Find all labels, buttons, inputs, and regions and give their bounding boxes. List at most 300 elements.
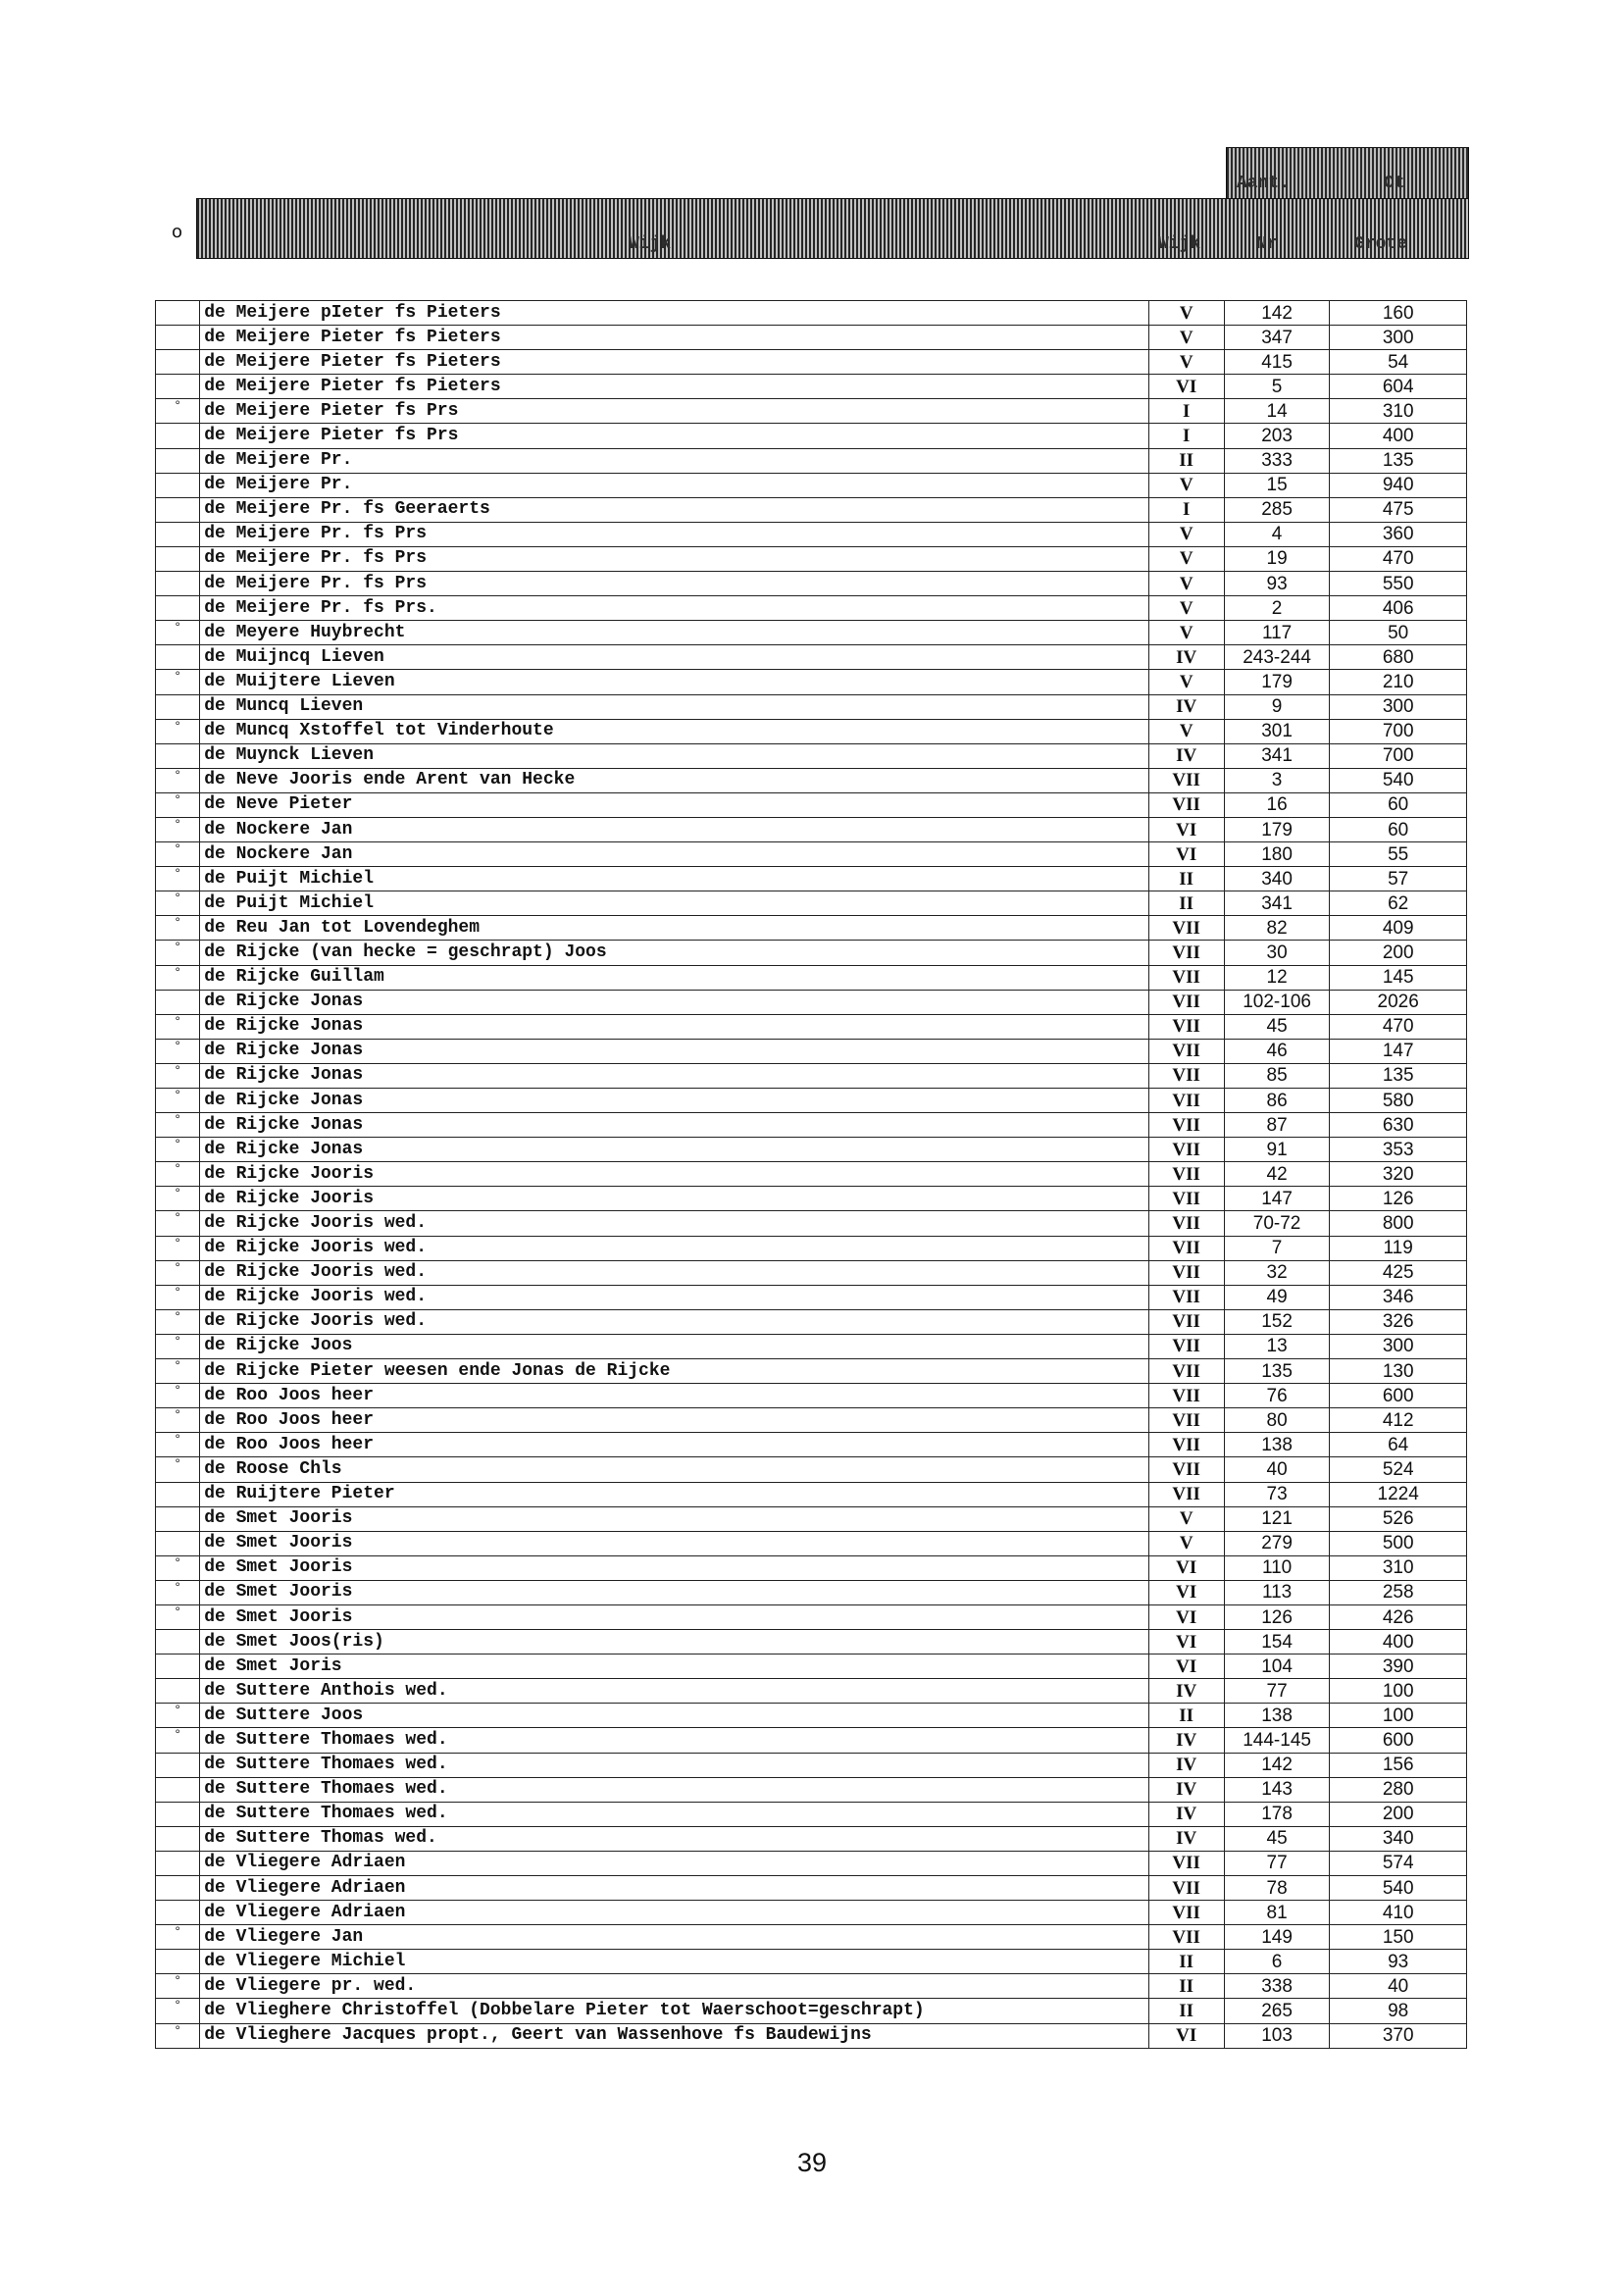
header-top-band <box>1226 147 1469 200</box>
row-name: de Roo Joos heer <box>200 1384 1148 1408</box>
row-value: 93 <box>1330 1950 1467 1974</box>
row-value: 300 <box>1330 1334 1467 1358</box>
row-name: de Rijcke Jooris wed. <box>200 1309 1148 1334</box>
row-value: 940 <box>1330 473 1467 497</box>
row-number: 91 <box>1224 1138 1329 1162</box>
table-row <box>156 301 1467 326</box>
row-wijk: VII <box>1148 916 1224 941</box>
row-wijk: VII <box>1148 1309 1224 1334</box>
row-wijk: VII <box>1148 1138 1224 1162</box>
table-row <box>156 1876 1467 1901</box>
row-name: de Rijcke Pieter weesen ende Jonas de Rijcke <box>200 1359 1148 1384</box>
header-col-vol: Wijk <box>1158 234 1201 254</box>
row-marker <box>156 301 200 326</box>
row-number: 117 <box>1224 621 1329 645</box>
row-value: 406 <box>1330 596 1467 621</box>
row-number: 347 <box>1224 326 1329 350</box>
row-wijk: VII <box>1148 1211 1224 1236</box>
table-row <box>156 1014 1467 1039</box>
row-number: 2 <box>1224 596 1329 621</box>
row-name: de Meijere Pieter fs Prs <box>200 424 1148 448</box>
table-row <box>156 1384 1467 1408</box>
row-wijk: VII <box>1148 1851 1224 1875</box>
table-row <box>156 1506 1467 1531</box>
row-name: de Suttere Thomaes wed. <box>200 1802 1148 1826</box>
row-value: 57 <box>1330 867 1467 891</box>
row-wijk: V <box>1148 1506 1224 1531</box>
table-row <box>156 399 1467 424</box>
row-marker <box>156 497 200 522</box>
row-number: 86 <box>1224 1089 1329 1113</box>
row-value: 500 <box>1330 1531 1467 1555</box>
row-marker <box>156 1506 200 1531</box>
row-marker <box>156 694 200 719</box>
table-row <box>156 1999 1467 2023</box>
row-value: 160 <box>1330 301 1467 326</box>
row-wijk: II <box>1148 891 1224 916</box>
row-marker: ° <box>156 719 200 743</box>
table-row <box>156 1925 1467 1950</box>
row-marker <box>156 1901 200 1925</box>
row-value: 156 <box>1330 1753 1467 1777</box>
row-number: 338 <box>1224 1974 1329 1999</box>
row-marker <box>156 990 200 1014</box>
header-main-band <box>196 198 1469 259</box>
row-name: de Meijere Pieter fs Pieters <box>200 375 1148 399</box>
row-name: de Muncq Lieven <box>200 694 1148 719</box>
row-value: 320 <box>1330 1162 1467 1187</box>
row-marker <box>156 1950 200 1974</box>
row-wijk: VII <box>1148 1457 1224 1482</box>
row-marker <box>156 1531 200 1555</box>
table-row <box>156 719 1467 743</box>
row-value: 119 <box>1330 1236 1467 1260</box>
row-marker <box>156 743 200 768</box>
row-marker: ° <box>156 670 200 694</box>
row-value: 258 <box>1330 1580 1467 1604</box>
row-marker: ° <box>156 1138 200 1162</box>
row-value: 470 <box>1330 1014 1467 1039</box>
table-row <box>156 1851 1467 1875</box>
header-col-name: Wijk <box>629 234 672 254</box>
row-marker: ° <box>156 1359 200 1384</box>
row-number: 45 <box>1224 1014 1329 1039</box>
table-row <box>156 1679 1467 1704</box>
row-marker: ° <box>156 1384 200 1408</box>
table-row <box>156 350 1467 375</box>
row-wijk: II <box>1148 867 1224 891</box>
row-number: 42 <box>1224 1162 1329 1187</box>
register-table <box>155 300 1467 2049</box>
row-number: 76 <box>1224 1384 1329 1408</box>
table-row <box>156 941 1467 965</box>
row-wijk: VII <box>1148 768 1224 792</box>
row-marker <box>156 1851 200 1875</box>
row-wijk: VII <box>1148 941 1224 965</box>
row-wijk: II <box>1148 1974 1224 1999</box>
row-wijk: VII <box>1148 1039 1224 1063</box>
row-value: 475 <box>1330 497 1467 522</box>
row-name: de Meijere pIeter fs Pieters <box>200 301 1148 326</box>
row-wijk: V <box>1148 522 1224 546</box>
row-marker: ° <box>156 1260 200 1285</box>
row-number: 7 <box>1224 1236 1329 1260</box>
row-number: 77 <box>1224 1851 1329 1875</box>
row-wijk: VII <box>1148 1236 1224 1260</box>
row-name: de Smet Joris <box>200 1655 1148 1679</box>
row-number: 142 <box>1224 1753 1329 1777</box>
row-value: 409 <box>1330 916 1467 941</box>
row-value: 353 <box>1330 1138 1467 1162</box>
table-row <box>156 1236 1467 1260</box>
row-marker <box>156 1777 200 1802</box>
row-value: 147 <box>1330 1039 1467 1063</box>
table-row <box>156 1187 1467 1211</box>
row-wijk: VII <box>1148 1014 1224 1039</box>
row-number: 154 <box>1224 1630 1329 1655</box>
row-number: 203 <box>1224 424 1329 448</box>
row-name: de Rijcke (van hecke = geschrapt) Joos <box>200 941 1148 965</box>
row-name: de Meijere Pr. fs Geeraerts <box>200 497 1148 522</box>
row-number: 103 <box>1224 2023 1329 2048</box>
row-marker <box>156 1876 200 1901</box>
row-marker: ° <box>156 1014 200 1039</box>
row-value: 346 <box>1330 1285 1467 1309</box>
row-name: de Neve Jooris ende Arent van Hecke <box>200 768 1148 792</box>
row-number: 32 <box>1224 1260 1329 1285</box>
row-wijk: IV <box>1148 743 1224 768</box>
row-marker: ° <box>156 1211 200 1236</box>
table-row <box>156 1974 1467 1999</box>
row-wijk: V <box>1148 719 1224 743</box>
row-wijk: VI <box>1148 1580 1224 1604</box>
page-number: 39 <box>796 2148 828 2177</box>
row-value: 326 <box>1330 1309 1467 1334</box>
row-number: 142 <box>1224 301 1329 326</box>
row-wijk: VII <box>1148 1925 1224 1950</box>
row-name: de Smet Jooris <box>200 1604 1148 1629</box>
table-row <box>156 1580 1467 1604</box>
row-name: de Muijtere Lieven <box>200 670 1148 694</box>
row-value: 680 <box>1330 645 1467 670</box>
row-name: de Meijere Pr. <box>200 473 1148 497</box>
row-name: de Suttere Thomaes wed. <box>200 1777 1148 1802</box>
table-row <box>156 596 1467 621</box>
row-number: 341 <box>1224 743 1329 768</box>
row-wijk: VII <box>1148 1260 1224 1285</box>
row-wijk: II <box>1148 1999 1224 2023</box>
row-number: 13 <box>1224 1334 1329 1358</box>
row-marker: ° <box>156 817 200 841</box>
table-row <box>156 1482 1467 1506</box>
row-wijk: I <box>1148 497 1224 522</box>
table-row <box>156 694 1467 719</box>
row-number: 265 <box>1224 1999 1329 2023</box>
row-value: 630 <box>1330 1113 1467 1138</box>
row-value: 200 <box>1330 1802 1467 1826</box>
row-marker: ° <box>156 1925 200 1950</box>
row-number: 285 <box>1224 497 1329 522</box>
row-wijk: VI <box>1148 1604 1224 1629</box>
row-marker <box>156 1753 200 1777</box>
table-row <box>156 375 1467 399</box>
row-marker <box>156 1802 200 1826</box>
row-wijk: VII <box>1148 1063 1224 1088</box>
row-number: 110 <box>1224 1555 1329 1580</box>
row-wijk: VII <box>1148 990 1224 1014</box>
table-row <box>156 1063 1467 1088</box>
table-row <box>156 768 1467 792</box>
row-wijk: V <box>1148 326 1224 350</box>
row-value: 150 <box>1330 1925 1467 1950</box>
row-marker: ° <box>156 867 200 891</box>
row-wijk: I <box>1148 424 1224 448</box>
row-marker <box>156 473 200 497</box>
row-wijk: V <box>1148 301 1224 326</box>
row-marker: ° <box>156 1704 200 1728</box>
row-number: 9 <box>1224 694 1329 719</box>
row-marker <box>156 1655 200 1679</box>
row-name: de Meijere Pieter fs Prs <box>200 399 1148 424</box>
table-row <box>156 2023 1467 2048</box>
row-marker <box>156 1482 200 1506</box>
row-marker: ° <box>156 1580 200 1604</box>
row-name: de Vlieghere Jacques propt., Geert van Wassenhove fs Baudewijns <box>200 2023 1148 2048</box>
row-wijk: V <box>1148 670 1224 694</box>
row-name: de Suttere Thomas wed. <box>200 1826 1148 1851</box>
row-value: 600 <box>1330 1384 1467 1408</box>
table-row <box>156 1285 1467 1309</box>
row-number: 415 <box>1224 350 1329 375</box>
table-row <box>156 792 1467 817</box>
row-number: 3 <box>1224 768 1329 792</box>
table-row <box>156 817 1467 841</box>
row-wijk: VI <box>1148 375 1224 399</box>
row-value: 360 <box>1330 522 1467 546</box>
row-marker <box>156 1826 200 1851</box>
table-row <box>156 1211 1467 1236</box>
header-col-nr: Nr <box>1256 234 1278 254</box>
row-marker: ° <box>156 1187 200 1211</box>
row-number: 82 <box>1224 916 1329 941</box>
table-row <box>156 424 1467 448</box>
row-name: de Neve Pieter <box>200 792 1148 817</box>
row-marker: ° <box>156 1728 200 1753</box>
table-row <box>156 1408 1467 1433</box>
row-marker <box>156 546 200 571</box>
row-number: 4 <box>1224 522 1329 546</box>
table-row <box>156 1457 1467 1482</box>
row-value: 135 <box>1330 448 1467 473</box>
row-value: 40 <box>1330 1974 1467 1999</box>
table-row <box>156 891 1467 916</box>
row-name: de Reu Jan tot Lovendeghem <box>200 916 1148 941</box>
row-name: de Rijcke Jooris wed. <box>200 1260 1148 1285</box>
row-wijk: VII <box>1148 1433 1224 1457</box>
row-name: de Rijcke Jonas <box>200 1113 1148 1138</box>
row-marker: ° <box>156 1236 200 1260</box>
row-name: de Suttere Joos <box>200 1704 1148 1728</box>
row-number: 138 <box>1224 1433 1329 1457</box>
row-number: 19 <box>1224 546 1329 571</box>
table-row <box>156 1531 1467 1555</box>
row-name: de Vliegere Adriaen <box>200 1851 1148 1875</box>
row-wijk: IV <box>1148 1777 1224 1802</box>
header-aant-label: Aant. <box>1237 174 1291 193</box>
row-wijk: I <box>1148 399 1224 424</box>
row-value: 60 <box>1330 817 1467 841</box>
table-row <box>156 842 1467 867</box>
row-number: 104 <box>1224 1655 1329 1679</box>
row-number: 46 <box>1224 1039 1329 1063</box>
row-number: 70-72 <box>1224 1211 1329 1236</box>
row-wijk: IV <box>1148 1753 1224 1777</box>
row-marker: ° <box>156 1555 200 1580</box>
row-name: de Puijt Michiel <box>200 891 1148 916</box>
row-number: 45 <box>1224 1826 1329 1851</box>
row-wijk: VII <box>1148 1408 1224 1433</box>
row-wijk: VII <box>1148 965 1224 990</box>
row-marker <box>156 522 200 546</box>
row-number: 126 <box>1224 1604 1329 1629</box>
row-name: de Meijere Pr. fs Prs <box>200 522 1148 546</box>
row-value: 145 <box>1330 965 1467 990</box>
table-row <box>156 1753 1467 1777</box>
row-value: 210 <box>1330 670 1467 694</box>
table-row <box>156 965 1467 990</box>
row-name: de Smet Jooris <box>200 1580 1148 1604</box>
table-row <box>156 497 1467 522</box>
row-wijk: V <box>1148 596 1224 621</box>
row-number: 138 <box>1224 1704 1329 1728</box>
row-name: de Smet Jooris <box>200 1531 1148 1555</box>
table-row <box>156 1260 1467 1285</box>
row-name: de Vlieghere Christoffel (Dobbelare Pieter tot Waerschoot=geschrapt) <box>200 1999 1148 2023</box>
row-value: 64 <box>1330 1433 1467 1457</box>
row-marker <box>156 326 200 350</box>
row-number: 5 <box>1224 375 1329 399</box>
row-wijk: VI <box>1148 842 1224 867</box>
row-number: 180 <box>1224 842 1329 867</box>
table-row <box>156 1113 1467 1138</box>
row-name: de Suttere Thomaes wed. <box>200 1728 1148 1753</box>
table-row <box>156 546 1467 571</box>
row-name: de Nockere Jan <box>200 817 1148 841</box>
row-value: 310 <box>1330 1555 1467 1580</box>
row-value: 550 <box>1330 572 1467 596</box>
table-row <box>156 522 1467 546</box>
row-name: de Muncq Xstoffel tot Vinderhoute <box>200 719 1148 743</box>
row-name: de Smet Jooris <box>200 1506 1148 1531</box>
row-wijk: V <box>1148 1531 1224 1555</box>
row-value: 410 <box>1330 1901 1467 1925</box>
row-value: 412 <box>1330 1408 1467 1433</box>
row-name: de Vliegere Michiel <box>200 1950 1148 1974</box>
row-name: de Meijere Pieter fs Pieters <box>200 326 1148 350</box>
row-value: 600 <box>1330 1728 1467 1753</box>
table-row <box>156 1039 1467 1063</box>
row-name: de Meyere Huybrecht <box>200 621 1148 645</box>
row-value: 800 <box>1330 1211 1467 1236</box>
row-value: 425 <box>1330 1260 1467 1285</box>
row-marker: ° <box>156 621 200 645</box>
row-marker: ° <box>156 1039 200 1063</box>
row-value: 54 <box>1330 350 1467 375</box>
row-wijk: V <box>1148 621 1224 645</box>
row-wijk: VII <box>1148 1359 1224 1384</box>
row-marker: ° <box>156 916 200 941</box>
row-marker: ° <box>156 1309 200 1334</box>
header-bullet: o <box>172 222 183 242</box>
row-wijk: V <box>1148 473 1224 497</box>
row-wijk: VII <box>1148 1162 1224 1187</box>
table-row <box>156 1162 1467 1187</box>
table-row <box>156 1359 1467 1384</box>
table-row <box>156 1604 1467 1629</box>
row-value: 400 <box>1330 1630 1467 1655</box>
row-wijk: IV <box>1148 1826 1224 1851</box>
row-name: de Rijcke Jonas <box>200 1138 1148 1162</box>
row-value: 2026 <box>1330 990 1467 1014</box>
row-value: 400 <box>1330 424 1467 448</box>
row-value: 524 <box>1330 1457 1467 1482</box>
row-wijk: VII <box>1148 792 1224 817</box>
row-marker: ° <box>156 792 200 817</box>
row-value: 55 <box>1330 842 1467 867</box>
row-marker: ° <box>156 1113 200 1138</box>
row-name: de Rijcke Jonas <box>200 1089 1148 1113</box>
row-number: 77 <box>1224 1679 1329 1704</box>
table-row <box>156 1089 1467 1113</box>
row-name: de Puijt Michiel <box>200 867 1148 891</box>
row-value: 135 <box>1330 1063 1467 1088</box>
row-number: 30 <box>1224 941 1329 965</box>
row-number: 279 <box>1224 1531 1329 1555</box>
row-name: de Rijcke Guillam <box>200 965 1148 990</box>
row-marker: ° <box>156 1999 200 2023</box>
row-wijk: V <box>1148 350 1224 375</box>
row-marker: ° <box>156 2023 200 2048</box>
row-wijk: VI <box>1148 1630 1224 1655</box>
row-wijk: VII <box>1148 1876 1224 1901</box>
row-marker <box>156 375 200 399</box>
row-wijk: V <box>1148 572 1224 596</box>
row-number: 178 <box>1224 1802 1329 1826</box>
table-row <box>156 1309 1467 1334</box>
table-row <box>156 621 1467 645</box>
row-name: de Meijere Pr. <box>200 448 1148 473</box>
row-value: 62 <box>1330 891 1467 916</box>
row-wijk: VI <box>1148 2023 1224 2048</box>
row-number: 81 <box>1224 1901 1329 1925</box>
row-name: de Roose Chls <box>200 1457 1148 1482</box>
row-wijk: VII <box>1148 1901 1224 1925</box>
row-marker: ° <box>156 1334 200 1358</box>
row-marker: ° <box>156 768 200 792</box>
row-marker: ° <box>156 965 200 990</box>
table-row <box>156 448 1467 473</box>
row-marker <box>156 572 200 596</box>
row-value: 700 <box>1330 719 1467 743</box>
row-wijk: VII <box>1148 1482 1224 1506</box>
row-marker <box>156 350 200 375</box>
row-value: 310 <box>1330 399 1467 424</box>
row-value: 526 <box>1330 1506 1467 1531</box>
row-number: 14 <box>1224 399 1329 424</box>
row-value: 426 <box>1330 1604 1467 1629</box>
table-row <box>156 1704 1467 1728</box>
row-number: 16 <box>1224 792 1329 817</box>
